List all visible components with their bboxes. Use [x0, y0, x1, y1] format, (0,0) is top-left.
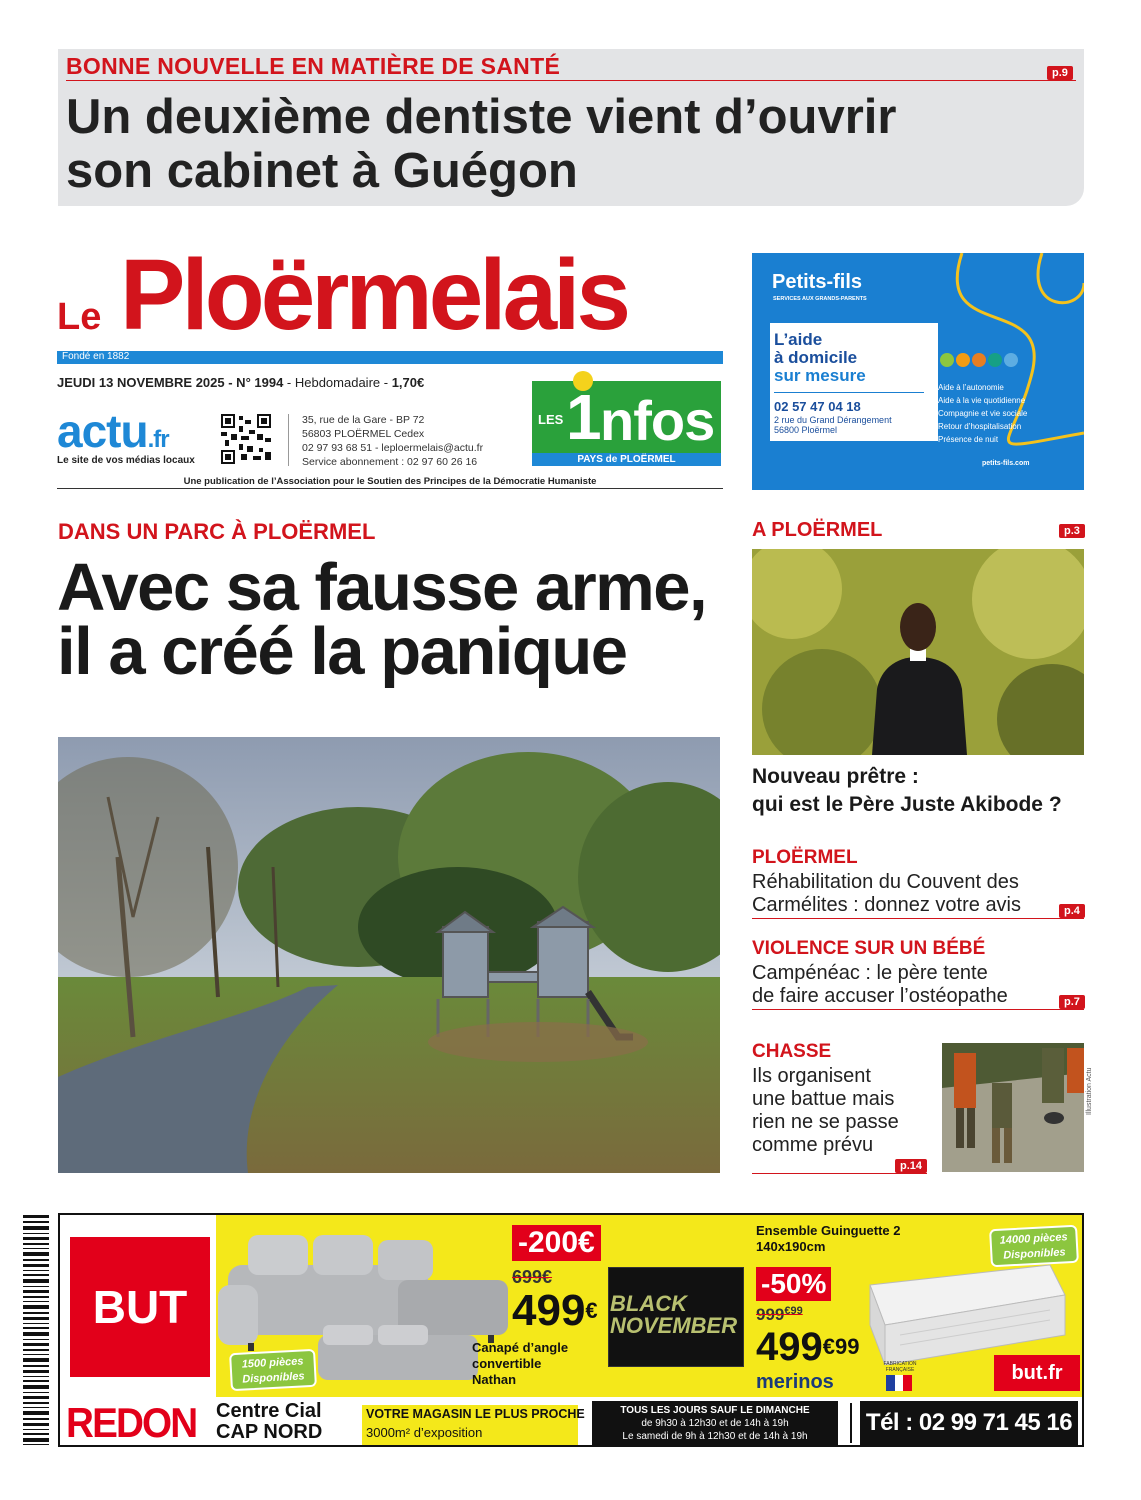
mattress-old-cents: €99 — [784, 1305, 803, 1317]
chasse-line: Ils organisent — [752, 1065, 871, 1087]
les-infos-subtitle: PAYS de PLOËRMEL — [532, 453, 721, 466]
pf-services — [938, 381, 1027, 446]
french-made-label: FABRICATION FRANÇAISE — [883, 1361, 917, 1373]
pf-url[interactable]: petits-fils.com — [982, 460, 1030, 467]
actu-logo-word: actu — [57, 405, 148, 457]
mattress-image — [850, 1255, 1070, 1365]
top-page-tag: p.9 — [1047, 66, 1073, 80]
chasse-kicker: CHASSE — [752, 1041, 832, 1062]
brief-page-tag: p.4 — [1059, 904, 1085, 918]
company-icon — [972, 353, 986, 367]
petits-fils-ad[interactable] — [752, 253, 1084, 490]
price: 1,70€ — [391, 375, 425, 390]
black-word: BLACK — [610, 1291, 687, 1316]
masthead-rule — [57, 488, 723, 489]
pf-service: Présence de nuit — [938, 435, 999, 444]
address-divider — [288, 414, 289, 466]
newspaper-logo[interactable]: Ploërmelais — [120, 239, 628, 351]
brief-rule — [752, 1009, 1084, 1010]
lead-kicker: DANS UN PARC À PLOËRMEL — [58, 519, 376, 544]
november-word: NOVEMBER — [610, 1313, 738, 1338]
lead-headline[interactable] — [57, 550, 727, 689]
night-icon — [1004, 353, 1018, 367]
barcode-icon — [23, 1215, 49, 1445]
top-kicker: BONNE NOUVELLE EN MATIÈRE DE SANTÉ — [66, 53, 561, 79]
store-city: REDON — [66, 1399, 197, 1446]
hours-line: TOUS LES JOURS SAUF LE DIMANCHE — [620, 1405, 810, 1416]
park-photo-image — [58, 737, 720, 1173]
les-infos-one: 1 — [566, 381, 602, 453]
brief-line: Réhabilitation du Couvent des — [752, 871, 1019, 893]
qr-code-icon[interactable] — [221, 414, 271, 464]
pf-line3: sur mesure — [774, 366, 866, 385]
mattress-new-price — [756, 1325, 859, 1369]
stock-line: 14000 pièces — [999, 1231, 1068, 1247]
store-phone[interactable]: Tél : 02 99 71 45 16 — [860, 1401, 1078, 1445]
chasse-page-tag: p.14 — [895, 1159, 927, 1173]
mattress-new-main: 499 — [756, 1325, 823, 1369]
autonomy-icon — [940, 353, 954, 367]
pf-line1: L’aide — [774, 330, 823, 349]
hospital-icon — [988, 353, 1002, 367]
mattress-title — [756, 1223, 900, 1255]
hunters-photo-image — [942, 1043, 1084, 1172]
founded-text: Fondé en 1882 — [62, 351, 130, 362]
top-headline-line1: Un deuxième dentiste vient d’ouvrir — [66, 90, 897, 144]
brief-line: Carmélites : donnez votre avis — [752, 894, 1022, 916]
stock-line: Disponibles — [241, 1370, 305, 1386]
address-line: 56803 PLOËRMEL Cedex — [302, 428, 425, 440]
center-line: CAP NORD — [216, 1421, 323, 1443]
address-line: Service abonnement : 02 97 60 26 16 — [302, 456, 478, 468]
pf-headline — [774, 331, 866, 385]
sofa-description — [472, 1340, 568, 1388]
but-website[interactable]: but.fr — [994, 1355, 1080, 1391]
merinos-logo: merinos — [756, 1371, 834, 1393]
priest-kicker: A PLOËRMEL — [752, 519, 883, 541]
sofa-price-main: 499 — [512, 1286, 586, 1335]
priest-headline[interactable] — [752, 763, 1092, 819]
pf-phone[interactable]: 02 57 47 04 18 — [774, 399, 861, 414]
but-logo[interactable]: BUT — [70, 1237, 210, 1377]
actu-tagline: Le site de vos médias locaux — [57, 455, 195, 466]
pf-brand: Petits-fils — [772, 271, 863, 293]
mattress-old-main: 999 — [756, 1305, 785, 1324]
priest-headline-line1: Nouveau prêtre : — [752, 765, 919, 788]
stock-line: Disponibles — [1002, 1246, 1066, 1262]
logo-le: Le — [57, 296, 102, 338]
photo-credit: Illustration Actu — [1086, 1067, 1093, 1115]
priest-page-tag: p.3 — [1059, 524, 1085, 538]
priest-photo-image — [752, 549, 1084, 755]
sofa-old-price: 699€ — [512, 1267, 553, 1287]
brief-kicker: VIOLENCE SUR UN BÉBÉ — [752, 938, 986, 959]
chasse-line: rien ne se passe — [752, 1111, 899, 1133]
top-rule — [66, 80, 1076, 81]
black-november-text — [610, 1293, 737, 1337]
address-block — [302, 413, 483, 469]
mattress-discount: -50% — [756, 1267, 831, 1301]
phone-divider — [850, 1403, 852, 1443]
stock-line: 1500 pièces — [241, 1355, 304, 1371]
top-headline-line2: son cabinet à Guégon — [66, 144, 578, 198]
sofa-new-price — [512, 1287, 598, 1335]
les-infos-les: LES — [538, 412, 564, 427]
store-center — [216, 1401, 322, 1443]
issue-date: JEUDI 13 NOVEMBRE 2025 - N° 1994 — [57, 375, 284, 390]
sofa-stock-badge — [229, 1349, 317, 1391]
pf-service: Compagnie et vie sociale — [938, 409, 1028, 418]
brief-page-tag: p.7 — [1059, 995, 1085, 1009]
pf-address — [774, 415, 892, 435]
dateline — [57, 375, 424, 390]
brief-text[interactable] — [752, 962, 1008, 1008]
brief-text[interactable] — [752, 871, 1021, 917]
mattress-new-cents: €99 — [822, 1334, 860, 1359]
park-photo[interactable] — [58, 737, 720, 1173]
brief-line: Campénéac : le père tente — [752, 962, 988, 984]
hours-line: de 9h30 à 12h30 et de 14h à 19h — [641, 1418, 789, 1429]
pf-address-line: 2 rue du Grand Dérangement — [774, 415, 892, 425]
mattress-title-line: Ensemble Guinguette 2 — [756, 1223, 901, 1238]
french-flag-icon — [886, 1375, 912, 1391]
frequency: - Hebdomadaire - — [283, 375, 392, 390]
daily-life-icon — [956, 353, 970, 367]
lead-headline-line2: il a créé la panique — [57, 614, 627, 689]
chasse-rule — [752, 1173, 927, 1174]
hours-line: Le samedi de 9h à 12h30 et de 14h à 19h — [622, 1431, 808, 1442]
opening-hours — [592, 1401, 838, 1445]
hunters-photo[interactable] — [942, 1043, 1084, 1172]
top-headline[interactable] — [66, 90, 1046, 198]
les-infos-word: nfos — [600, 389, 715, 452]
pf-service: Aide à la vie quotidienne — [938, 396, 1026, 405]
pf-address-line: 56800 Ploërmel — [774, 425, 838, 435]
address-line: 35, rue de la Gare - BP 72 — [302, 414, 425, 426]
closest-store: VOTRE MAGASIN LE PLUS PROCHE — [366, 1407, 585, 1421]
address-line: 02 97 93 68 51 - leploermelais@actu.fr — [302, 442, 484, 454]
chasse-line: une battue mais — [752, 1088, 895, 1110]
actu-logo[interactable] — [57, 404, 169, 458]
brief-line: de faire accuser l’ostéopathe — [752, 985, 1008, 1007]
sofa-discount: -200€ — [512, 1225, 601, 1261]
sofa-desc-line: Nathan — [472, 1372, 517, 1387]
pf-brand-sub: SERVICES AUX GRANDS-PARENTS — [773, 296, 867, 302]
store-surface: 3000m² d’exposition — [366, 1425, 483, 1440]
pf-icons-row — [940, 353, 1018, 372]
but-ad[interactable] — [58, 1213, 1084, 1447]
center-line: Centre Cial — [216, 1400, 322, 1422]
mattress-title-line: 140x190cm — [756, 1239, 826, 1254]
chasse-line: comme prévu — [752, 1134, 874, 1156]
pf-line2: à domicile — [774, 348, 858, 367]
pf-service: Retour d’hospitalisation — [938, 422, 1022, 431]
founded-bar — [57, 351, 723, 364]
publication-line: Une publication de l’Association pour le Soutien des Principes de la Démocratie Humaniste — [183, 476, 597, 487]
sofa-price-euro: € — [585, 1298, 598, 1323]
sofa-desc-line: convertible — [472, 1356, 542, 1371]
priest-photo[interactable] — [752, 549, 1084, 755]
actu-logo-fr: .fr — [147, 426, 169, 453]
chasse-text[interactable] — [752, 1065, 899, 1157]
mattress-old-price — [756, 1305, 803, 1325]
priest-headline-line2: qui est le Père Juste Akibode ? — [752, 793, 1062, 816]
sofa-desc-line: Canapé d’angle — [472, 1340, 569, 1355]
lead-headline-line1: Avec sa fausse arme, — [57, 550, 707, 625]
brief-rule — [752, 918, 1084, 919]
pf-service: Aide à l’autonomie — [938, 383, 1004, 392]
brief-kicker: PLOËRMEL — [752, 847, 858, 868]
pf-divider — [774, 392, 924, 393]
